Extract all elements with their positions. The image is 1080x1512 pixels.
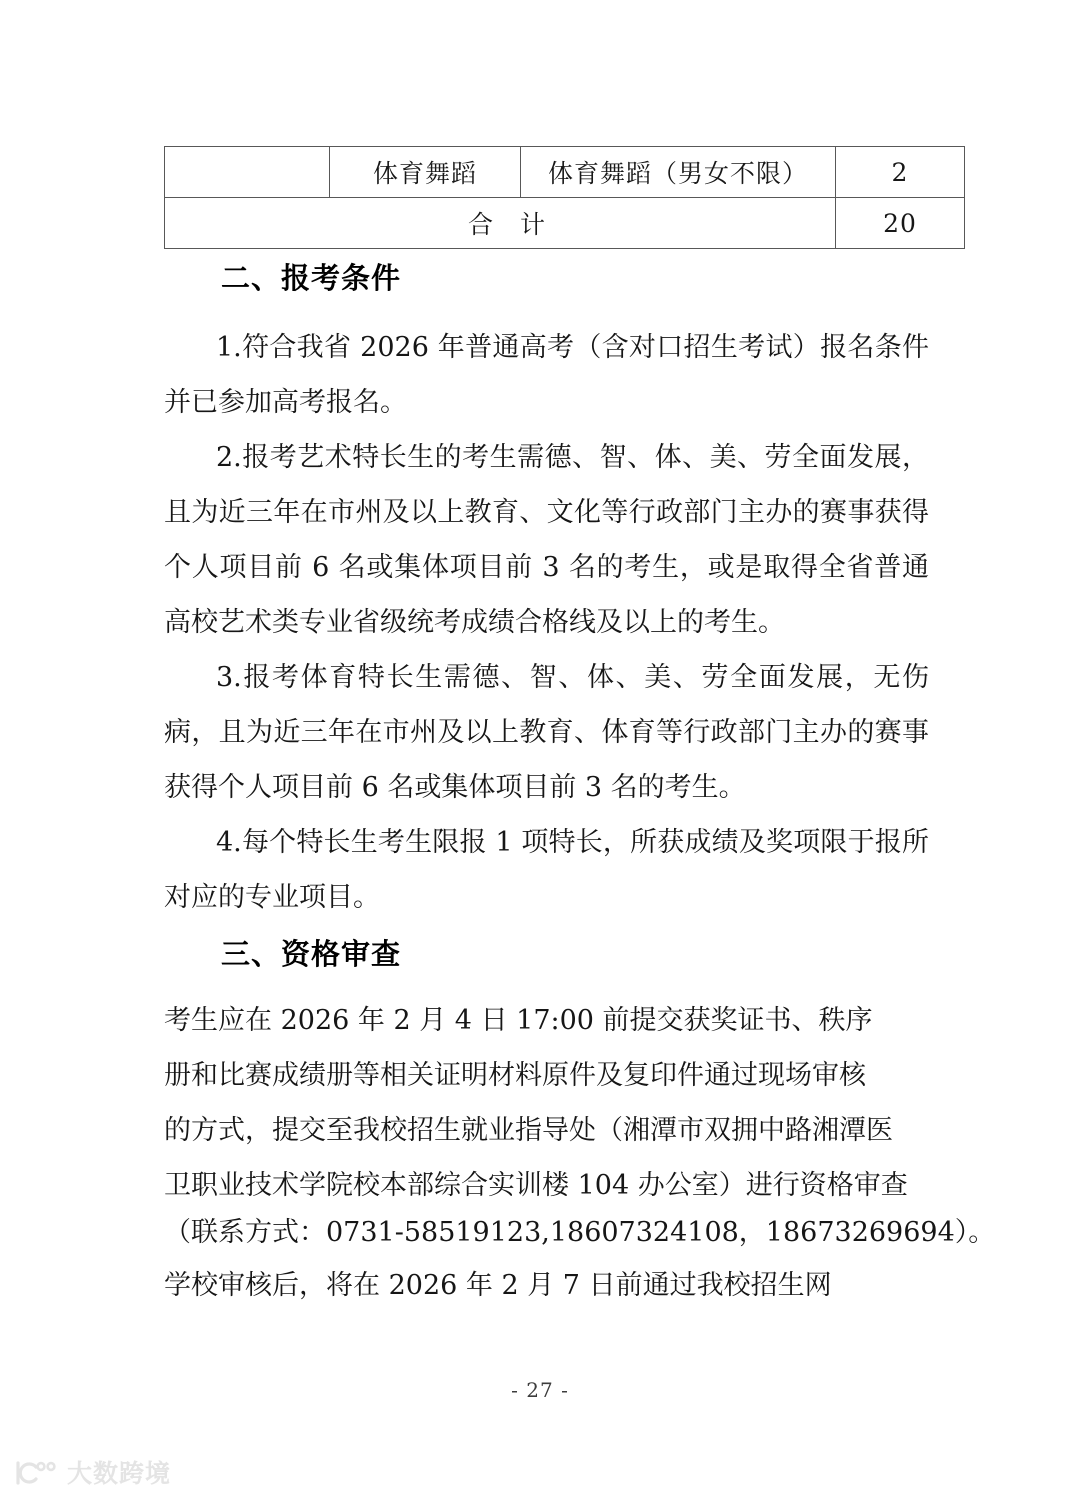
paragraph-item-1-text: 1.符合我省 2026 年普通高考（含对口招生考试）报名条件并已参加高考报名。 [164, 332, 929, 418]
section-three-line-6: 学校审核后，将在 2026 年 2 月 7 日前通过我校招生网 [164, 1270, 832, 1301]
paragraph-item-2-text: 2.报考艺术特长生的考生需德、智、体、美、劳全面发展，且为近三年在市州及以上教育、文化等行政部门主办的赛事获得个人项目前 6 名或集体项目前 3 名的考生，或是取得全省普通高校艺术类专业省级统考成绩合格线及以上的考生。 [164, 442, 929, 638]
paragraph-item-4 [164, 815, 929, 925]
paragraph-item-2 [164, 430, 929, 650]
section-three-line-3: 的方式，提交至我校招生就业指导处（湘潭市双拥中路湘潭医 [164, 1115, 893, 1146]
quota-table-wrapper [164, 146, 928, 249]
cell-category [165, 147, 330, 198]
section-heading-two: 二、报考条件 [221, 261, 402, 295]
table-row [165, 147, 965, 198]
page-number: - 27 - [511, 1378, 569, 1402]
watermark [14, 1460, 171, 1486]
paragraph-item-4-text: 4.每个特长生考生限报 1 项特长，所获成绩及奖项限于报所对应的专业项目。 [164, 827, 929, 913]
quota-table [164, 146, 965, 249]
section-three-line-1: 考生应在 2026 年 2 月 4 日 17:00 前提交获奖证书、秩序 [164, 1005, 873, 1036]
section-three-line-5-contact: （联系方式：0731-58519123,18607324108，18673269694）。 [164, 1217, 996, 1248]
table-total-row [165, 198, 965, 249]
paragraph-item-1 [164, 320, 929, 430]
section-three-line-4: 卫职业技术学院校本部综合实训楼 104 办公室）进行资格审查 [164, 1170, 908, 1201]
cell-total-label: 合 计 [165, 198, 836, 249]
cell-total-count: 20 [836, 198, 965, 249]
cell-count: 2 [836, 147, 965, 198]
watermark-logo-icon [14, 1460, 58, 1486]
section-three-line-2: 册和比赛成绩册等相关证明材料原件及复印件通过现场审核 [164, 1060, 866, 1091]
paragraph-item-3-text: 3.报考体育特长生需德、智、体、美、劳全面发展，无伤病，且为近三年在市州及以上教育、体育等行政部门主办的赛事获得个人项目前 6 名或集体项目前 3 名的考生。 [164, 662, 929, 803]
paragraph-item-3 [164, 650, 929, 815]
watermark-text: 大数跨境 [67, 1458, 172, 1488]
cell-event: 体育舞蹈（男女不限） [521, 147, 836, 198]
section-heading-three: 三、资格审查 [221, 937, 402, 971]
cell-specialty: 体育舞蹈 [330, 147, 521, 198]
